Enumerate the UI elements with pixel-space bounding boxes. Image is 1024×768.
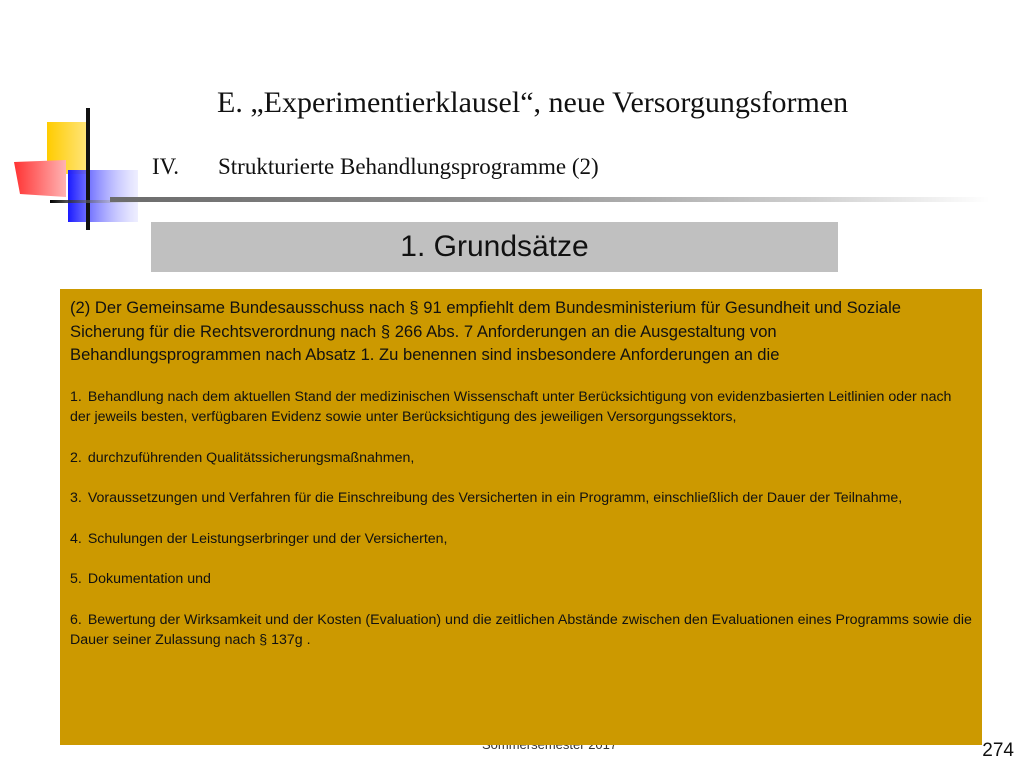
list-item-text: Behandlung nach dem aktuellen Stand der medizinischen Wissenschaft unter Berücksichtigung von evidenzbasierten Leitlinien oder nach der jeweils besten, verfügbaren Evidenz sowie unter Berücksichtigung des jeweiligen Versorgungssektors,: [70, 388, 952, 425]
list-item-number: 2.: [70, 449, 82, 466]
intro-paragraph: (2) Der Gemeinsame Bundesausschuss nach § 91 empfiehlt dem Bundesministerium für Gesundheit und Soziale Sicherung für die Rechtsverordnung nach § 266 Abs. 7 Anforderungen an die Ausgestaltung von Behandlungsprogrammen nach Absatz 1. Zu benennen sind insbesondere Anforderungen an die: [70, 298, 902, 364]
subtitle-number: IV.: [152, 154, 180, 179]
subtitle-text: Strukturierte Behandlungsprogramme (2): [218, 154, 599, 179]
list-item-number: 3.: [70, 490, 82, 506]
title-divider: [110, 197, 990, 202]
page-number: 274: [982, 740, 1014, 761]
list-item: [70, 569, 972, 590]
list-item: [70, 610, 972, 651]
list-item-number: 6.: [70, 611, 82, 628]
section-banner: 1. Grundsätze: [151, 222, 838, 272]
list-item-text: Bewertung der Wirksamkeit und der Kosten (Evaluation) und die zeitlichen Abstände zwischen den Evaluationen eines Programms sowie die Dauer seiner Zulassung nach § 137g .: [70, 611, 972, 648]
list-item-text: Dokumentation und: [87, 571, 211, 587]
slide-subtitle: [152, 154, 599, 180]
list-item-text: durchzuführenden Qualitätssicherungsmaßnahmen,: [87, 449, 415, 466]
list-item: [70, 488, 972, 509]
list-item-number: 5.: [70, 571, 82, 587]
slide-title: E. „Experimentierklausel“, neue Versorgungsformen: [217, 86, 849, 119]
list-item: [70, 387, 972, 428]
list-item-text: Schulungen der Leistungserbringer und der Versicherten,: [87, 530, 448, 547]
list-item-number: 4.: [70, 530, 82, 547]
decorative-logo-icon: [0, 100, 150, 240]
list-item-text: Voraussetzungen und Verfahren für die Einschreibung des Versicherten in ein Programm, einschließlich der Dauer der Teilnahme,: [87, 490, 903, 506]
list-item-number: 1.: [70, 388, 82, 405]
content-box: [60, 289, 982, 745]
list-item: [70, 448, 972, 469]
list-item: [70, 529, 972, 550]
